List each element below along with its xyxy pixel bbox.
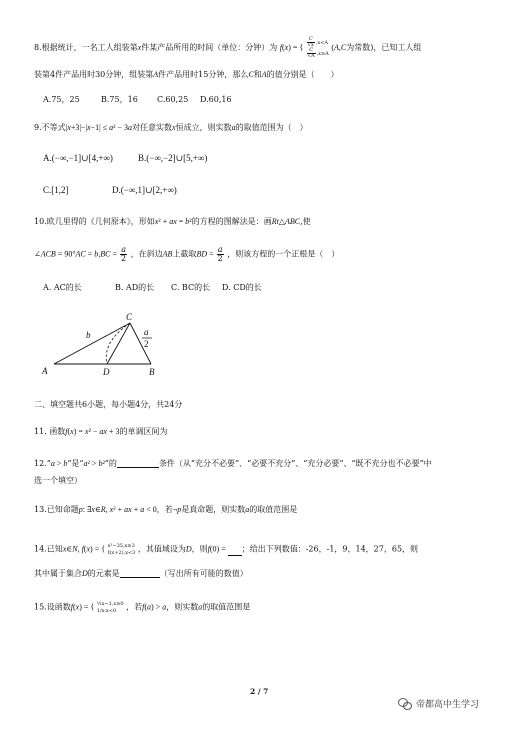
wechat-icon bbox=[398, 698, 412, 709]
q12-line1: 12.“a > b”是“a² > b²”的 条件（从“充分不必要”、“必要不充分”、“充分必要”、“既不充分也不必要”中 bbox=[34, 459, 432, 468]
q13: 13.已知命题p: ∃x∈R, x² + ax + a < 0，若¬p是真命题，则实数a的取值范围是 bbox=[34, 505, 298, 514]
q14-blank-f0[interactable] bbox=[228, 547, 242, 556]
watermark bbox=[398, 697, 479, 710]
watermark-text: 帝都高中生学习 bbox=[416, 700, 480, 710]
q14-blank-elements[interactable] bbox=[120, 569, 160, 578]
q9-option-c: C.[1,2] bbox=[43, 185, 69, 195]
q10-option-d: D. CD的长 bbox=[222, 283, 262, 292]
q9-option-a: A.(−∞,−1]∪[4,+∞) bbox=[43, 153, 113, 163]
label-c-vertex: C bbox=[126, 312, 133, 322]
q8-option-c: C.60,25 bbox=[157, 95, 189, 104]
label-a-vertex: A bbox=[42, 366, 48, 376]
section2-heading: 二、填空题共6小题，每小题4分，共24分 bbox=[34, 400, 183, 409]
q10-line1: 10.欧几里得的《几何原本》，形如x² + ax = b²的方程的图解法是：画Rt△ABC,使 bbox=[34, 217, 311, 226]
label-a-numerator: a bbox=[144, 327, 149, 337]
q10-option-a: A. AC的长 bbox=[43, 283, 82, 292]
q9-stem: 9.不等式|x+3|−|x−1| ≤ a² − 3a对任意实数x恒成立，则实数a的取值范围为（ ） bbox=[34, 123, 308, 132]
q14-line2: 其中属于集合D的元素是 （写出所有可能的数值） bbox=[34, 569, 248, 578]
q8-option-d: D.60,16 bbox=[200, 95, 232, 104]
q8-option-a: A.75，25 bbox=[43, 95, 80, 104]
q10-option-c: C. BC的长 bbox=[171, 283, 211, 292]
q8-line1: 8.根据统计，一名工人组装第x件某产品所用的时间（单位：分钟）为 f(x) = { $\frac{C}{√x}$ ,x<A $\frac{C}{√A}$ ,x≥A (A,C为常数)，已知工人组 bbox=[34, 36, 422, 59]
label-d-vertex: D bbox=[103, 367, 110, 377]
label-b-side: b bbox=[86, 330, 91, 340]
label-two-denominator: 2 bbox=[144, 339, 149, 349]
q10-triangle-figure bbox=[40, 308, 180, 380]
q10-option-b: B. AD的长 bbox=[115, 283, 155, 292]
q14-line1: 14.已知x∈N, f(x) = { x²−35,x≥3 f(x+2),x<3 ，其值域设为D，则f(0) = ；给出下列数值：-26，-1，9，14，27，65，则 bbox=[34, 543, 419, 556]
q12-line2: 选一个填空） bbox=[34, 476, 82, 485]
page-number: 2 / 7 bbox=[250, 687, 269, 696]
q11: 11. 函数f(x) = x² − ax + 3的单调区间为 bbox=[34, 427, 168, 436]
q9-option-b: B.(−∞,−2]∪[5,+∞) bbox=[138, 153, 208, 163]
q12-blank[interactable] bbox=[117, 459, 159, 468]
q8-line2: 装第4件产品用时30分钟，组装第A件产品用时15分钟，那么C和A的值分别是（ ） bbox=[34, 70, 339, 79]
label-b-vertex: B bbox=[149, 367, 155, 377]
q15: 15.设函数f(x) = { ½x−1,x≥0 1/x,x<0 ，若f(a) > a，则实数a的取值范围是 bbox=[34, 601, 251, 614]
q9-option-d: D.(−∞,1]∪[2,+∞) bbox=[112, 185, 177, 195]
q8-option-b: B.75，16 bbox=[101, 95, 138, 104]
q10-line2: ∠ACB = 90°AC = b,BC = $\frac{a}{2}$ ，在斜边AB上截取BD = $\frac{a}{2}$ ，则该方程的一个正根是（ ） bbox=[34, 245, 340, 263]
